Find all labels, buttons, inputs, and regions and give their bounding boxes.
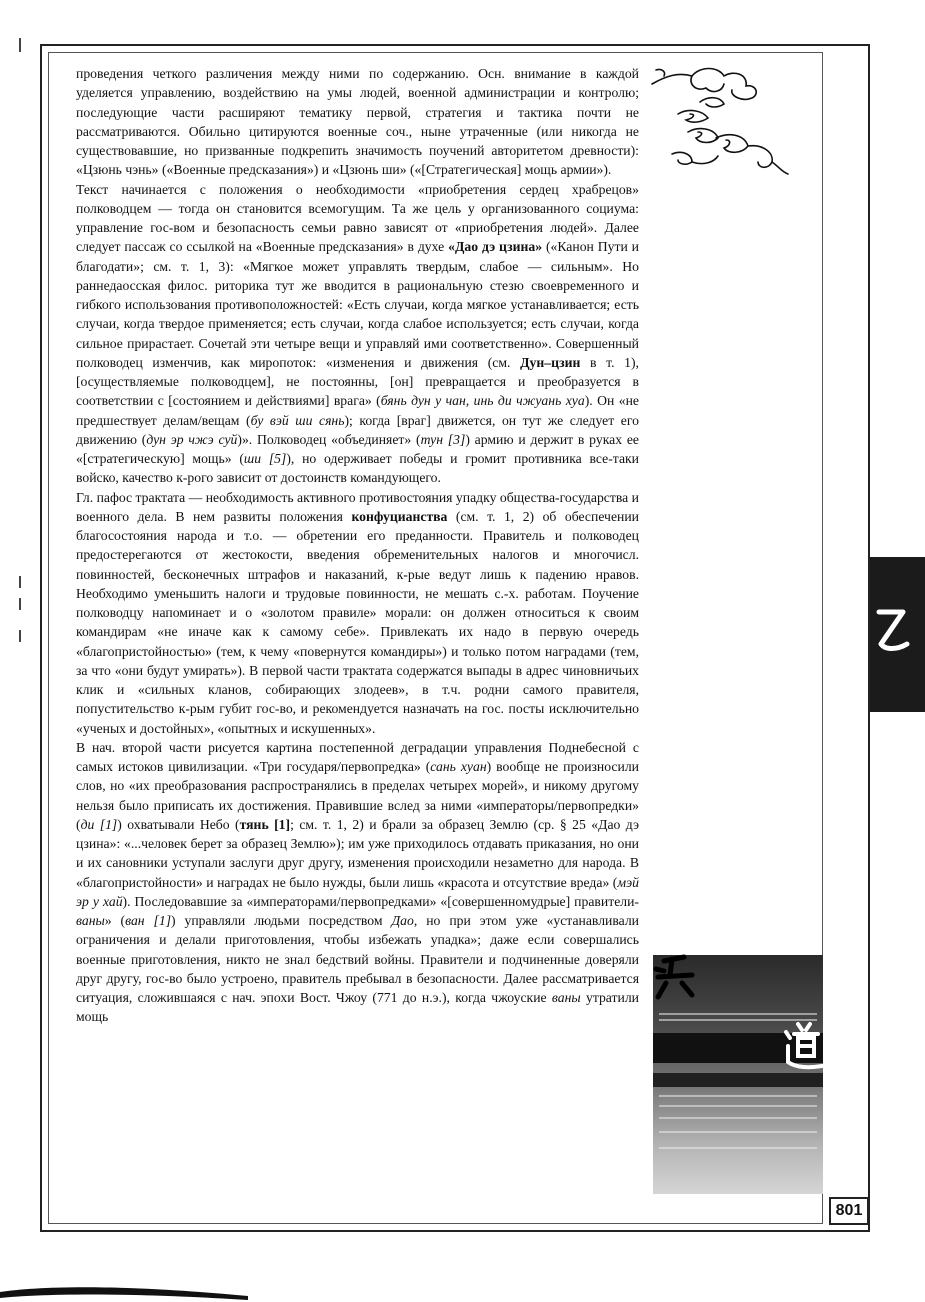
yi-glyph-icon	[873, 600, 913, 660]
text-run: ; см. т. 1, 2) и брали за образец Землю (ср. § 25 «Дао дэ цзина»: «...человек берет за образец Землю»); им уже приходилось отдавать приказания, но они и их сановники уступали заслуги друг другу, изменения происходили незаметно для народа. В «благопристойности» и наградах не было нужды, были лишь «красота и отсутствие вреда» (	[76, 816, 639, 890]
text-run: утратили мощь	[76, 990, 639, 1025]
text-run: ) армию и держит в руках ее «[стратегическую] мощь» (	[76, 431, 639, 466]
italic-term: ваны	[551, 990, 581, 1005]
bold-term: конфуцианства	[351, 508, 448, 524]
text-run: ); когда [враг] движется, он тут же следует его движению (	[76, 412, 639, 447]
text-run: ). Последовавшие за «императорами/первопредками» «[совершенномудрые] правители-	[122, 893, 639, 909]
italic-term: тун [3]	[420, 431, 466, 447]
paragraph-2	[76, 180, 639, 488]
italic-term: бу вэй ши сянь	[250, 412, 345, 428]
text-run: , но при этом уже «устанавливали ограничения и делали приготовления, чтобы избежать упадка»; даже если совершались военные приготовления, никто не знал бедствий войны. Правители и подчиненные доверяли друг другу, гос-во было устроено, правитель пребывал в безопасности. Далее рассматривается ситуация, сложившаяся с нач. эпохи Вост. Чжоу (771 до н.э.), когда чжоуские	[76, 913, 639, 1005]
italic-term: ваны	[76, 913, 105, 928]
bold-term: Дун–цзин	[520, 354, 581, 370]
text-run: )». Полководец «объединяет» (	[237, 431, 421, 447]
italic-term: ши [5]	[243, 451, 287, 466]
italic-term: ди [1]	[80, 816, 118, 832]
text-run: в т. 1), [осуществляемые полководцем], не постоянны, [он] превращается и преобразуется в соответствии с [состоянием и действиями] врага» (	[76, 354, 639, 409]
text-run: (см. т. 1, 2) об обеспечении благосостояния народа и т.о. — обретении его преданности. Правитель и полководец предостерегаются от жестокости, введения обременительных налогов и многочисл. повинностей, бесконечных штрафов и наказаний, к-рые ведут лишь к падению нравов. Необходимо уменьшить налоги и трудовые повинности, не мешать с.-х. работам. Поучение полководцу напоминает и о «золотом правиле» морали: он должен относиться к своим командирам «не иначе как к самому себе». Привлекать их надо в первую очередь «благопристойностью» (тем, к чему «повернутся командиры») и только потом наградами (тем, за что «они будут умирать»). В первой части трактата содержатся выпады в адрес чиновничьих клик и «сильных кланов, собирающих злодеев», в т.ч. родни самого правителя, попустительство к-рым губит гос-во, и рекомендуется назначать на гос. посты исключительно «ученых и достойных», «опытных и искушенных».	[76, 508, 639, 736]
text-run: ) охватывали Небо (	[117, 816, 240, 832]
text-run: » (	[104, 913, 126, 928]
margin-mark	[19, 576, 21, 588]
text-run: ) вообще не произносили слов, но «их преобразования распространялись в пределах четырех морей», и никому другому нельзя было приписать их достижения. Правившие вслед за ними «императоры/первопредки» (	[76, 759, 639, 832]
text-run: В нач. второй части рисуется картина постепенной деградации управления Поднебесной с самых истоков цивилизации. «Три государя/первопредка» (	[76, 739, 639, 774]
text-run: ) управляли людьми посредством	[171, 913, 392, 928]
text-run: проведения четкого различения между ними по содержанию. Осн. внимание в каждой уделяется управлению, воздействию на умы людей, военной администрации и контролю; последующие части расширяют тематику первой, стратегия и тактика почти не рассматриваются. Обильно цитируются военные соч., ныне утраченные (или никогда не существовавшие, но призванные подкрепить значимость поучений авторитетом древности): «Цзюнь чэнь» («Военные предсказания») и «Цзюнь ши» («[Стратегическая] мощь армии»).	[76, 66, 639, 178]
scan-artifact-mark	[0, 1270, 250, 1302]
paragraph-4	[76, 738, 639, 1027]
italic-term: бянь дун у чан, инь ди чжуань хуа	[380, 393, 585, 409]
italic-term: мэй эр у хай	[76, 874, 639, 909]
text-run: («Канон Пути и благодати»; см. т. 1, 3): «Мягкое может управлять твердым, слабое — сильным». Но раннедаосская филос. риторика тут же вводится в рациональную стезю своевременного и гибкого использования противоположностей: «Есть случаи, когда мягкое устанавливается; есть случаи, когда твердое применяется; есть случаи, когда слабое используется; есть случаи, когда сильное прирастает. Сочетай эти четыре вещи и управляй ими соответственно». Совершенный полководец изменчив, как миропоток: «изменения и движения (см.	[76, 239, 640, 370]
italic-term: сань хуан	[430, 759, 487, 774]
paragraph-3	[76, 488, 639, 738]
italic-term: Дао	[391, 913, 414, 928]
dao-character-icon	[782, 1020, 824, 1072]
text-run: ). Он «не предшествует делам/вещам (	[76, 393, 639, 428]
italic-term: ван [1]	[125, 913, 172, 928]
text-run: ), но одерживает победы и громит противника все-таки войско, качество к-рого зависит от достоинств командующего.	[76, 451, 639, 486]
cloud-scroll-ornament-icon	[648, 62, 790, 182]
margin-mark	[19, 630, 21, 642]
italic-term: дун эр чжэ суй	[146, 431, 238, 447]
paragraph-1	[76, 64, 639, 180]
margin-mark	[19, 598, 21, 610]
bold-term: тянь [1]	[239, 816, 291, 832]
page-number: 801	[829, 1197, 869, 1225]
margin-mark	[19, 38, 21, 52]
article-body	[76, 64, 639, 1027]
text-run: Текст начинается с положения о необходимости «приобретения сердец храбрецов» полководцем — тогда он становится всемогущим. Та же цель у организованного социума: управление гос-вом и безопасность семьи равно зависят от «приобретения людей». Далее следует пассаж со ссылкой на «Военные предсказания» в духе	[76, 181, 639, 255]
bing-calligraphy-icon	[650, 953, 700, 1001]
bold-term: «Дао дэ цзина»	[448, 239, 543, 255]
text-run: Гл. пафос трактата — необходимость активного противостояния упадку общества-государства и военного дела. В нем развиты положения	[76, 489, 639, 524]
